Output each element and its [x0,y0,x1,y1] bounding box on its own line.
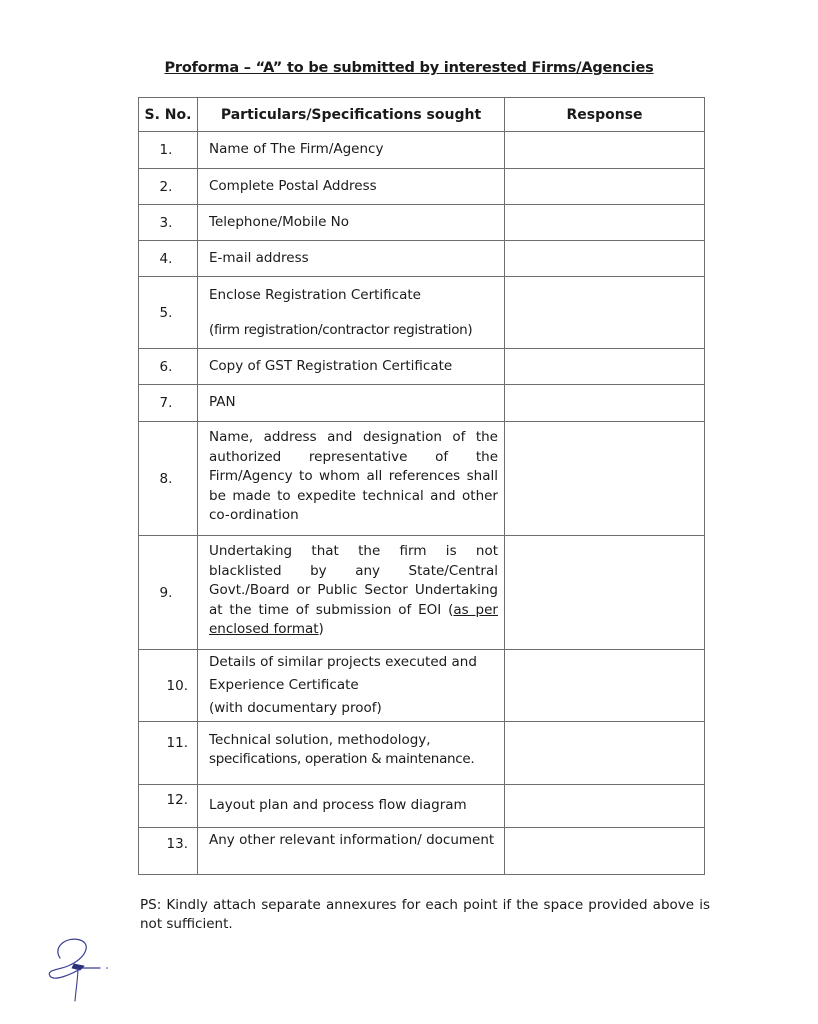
serial-number: 13. [139,828,198,875]
particular-text: Copy of GST Registration Certificate [198,349,505,385]
particular-text [198,277,505,349]
response-cell[interactable] [505,169,705,205]
particular-text: Name of The Firm/Agency [198,132,505,169]
header-response: Response [505,98,705,132]
table-row [139,828,705,875]
particular-line: Enclose Registration Certificate [209,287,421,303]
particular-line: specifications, operation & maintenance. [209,751,475,767]
header-particulars: Particulars/Specifications sought [198,98,505,132]
footnote: PS: Kindly attach separate annexures for each point if the space provided above is not sufficient. [140,897,710,932]
response-cell[interactable] [505,785,705,828]
signature-stroke [49,939,100,978]
page-title: Proforma – “A” to be submitted by interested Firms/Agencies [164,60,654,76]
table-row [139,277,705,349]
serial-number: 5. [139,277,198,349]
particular-line: (firm registration/contractor registration) [209,322,473,338]
serial-number: 8. [139,422,198,536]
particular-line: Details of similar projects executed and [209,654,477,670]
enclosed-format-link[interactable]: as per enclosed format [209,601,498,637]
particular-text [198,722,505,785]
serial-number: 4. [139,241,198,277]
table-row [139,422,705,536]
table-header-row [139,98,705,132]
header-sno: S. No. [139,98,198,132]
serial-number: 9. [139,536,198,650]
particular-text: Name, address and designation of the authorized representative of the Firm/Agency to whom all references shall be made to expedite technical and other co-ordination [198,422,505,536]
response-cell[interactable] [505,349,705,385]
particular-line: Technical solution, methodology, [209,732,431,748]
particular-text: Any other relevant information/ document [198,828,505,875]
serial-number: 6. [139,349,198,385]
particular-text-main: Undertaking that the firm is not blacklisted by any State/Central Govt./Board or Public Sector Undertaking at the time of submission of EOI ( [209,543,498,618]
response-cell[interactable] [505,722,705,785]
serial-number: 1. [139,132,198,169]
serial-number: 2. [139,169,198,205]
particular-line: (with documentary proof) [209,700,382,716]
response-cell[interactable] [505,205,705,241]
serial-number: 7. [139,385,198,422]
response-cell[interactable] [505,422,705,536]
response-cell[interactable] [505,385,705,422]
table-row [139,169,705,205]
response-cell[interactable] [505,241,705,277]
particular-line: Experience Certificate [209,677,359,693]
table-row [139,349,705,385]
particular-text: Layout plan and process flow diagram [198,785,505,828]
table-row [139,650,705,722]
response-cell[interactable] [505,277,705,349]
particular-text: PAN [198,385,505,422]
signature-dot [106,967,108,969]
response-cell[interactable] [505,828,705,875]
serial-number: 10. [139,650,198,722]
response-cell[interactable] [505,132,705,169]
table-row [139,205,705,241]
serial-number: 3. [139,205,198,241]
particular-text: Telephone/Mobile No [198,205,505,241]
particular-text-end: ) [318,621,324,637]
response-cell[interactable] [505,536,705,650]
table-row [139,536,705,650]
table-row [139,722,705,785]
signature [38,928,118,1008]
response-cell[interactable] [505,650,705,722]
table-row [139,785,705,828]
particular-text: Complete Postal Address [198,169,505,205]
table-row [139,385,705,422]
serial-number: 12. [139,785,198,828]
table-row [139,241,705,277]
signature-stroke [75,968,78,1001]
particular-text [198,650,505,722]
table-row [139,132,705,169]
particular-text [198,536,505,650]
serial-number: 11. [139,722,198,785]
particular-text: E-mail address [198,241,505,277]
proforma-table [138,97,705,875]
